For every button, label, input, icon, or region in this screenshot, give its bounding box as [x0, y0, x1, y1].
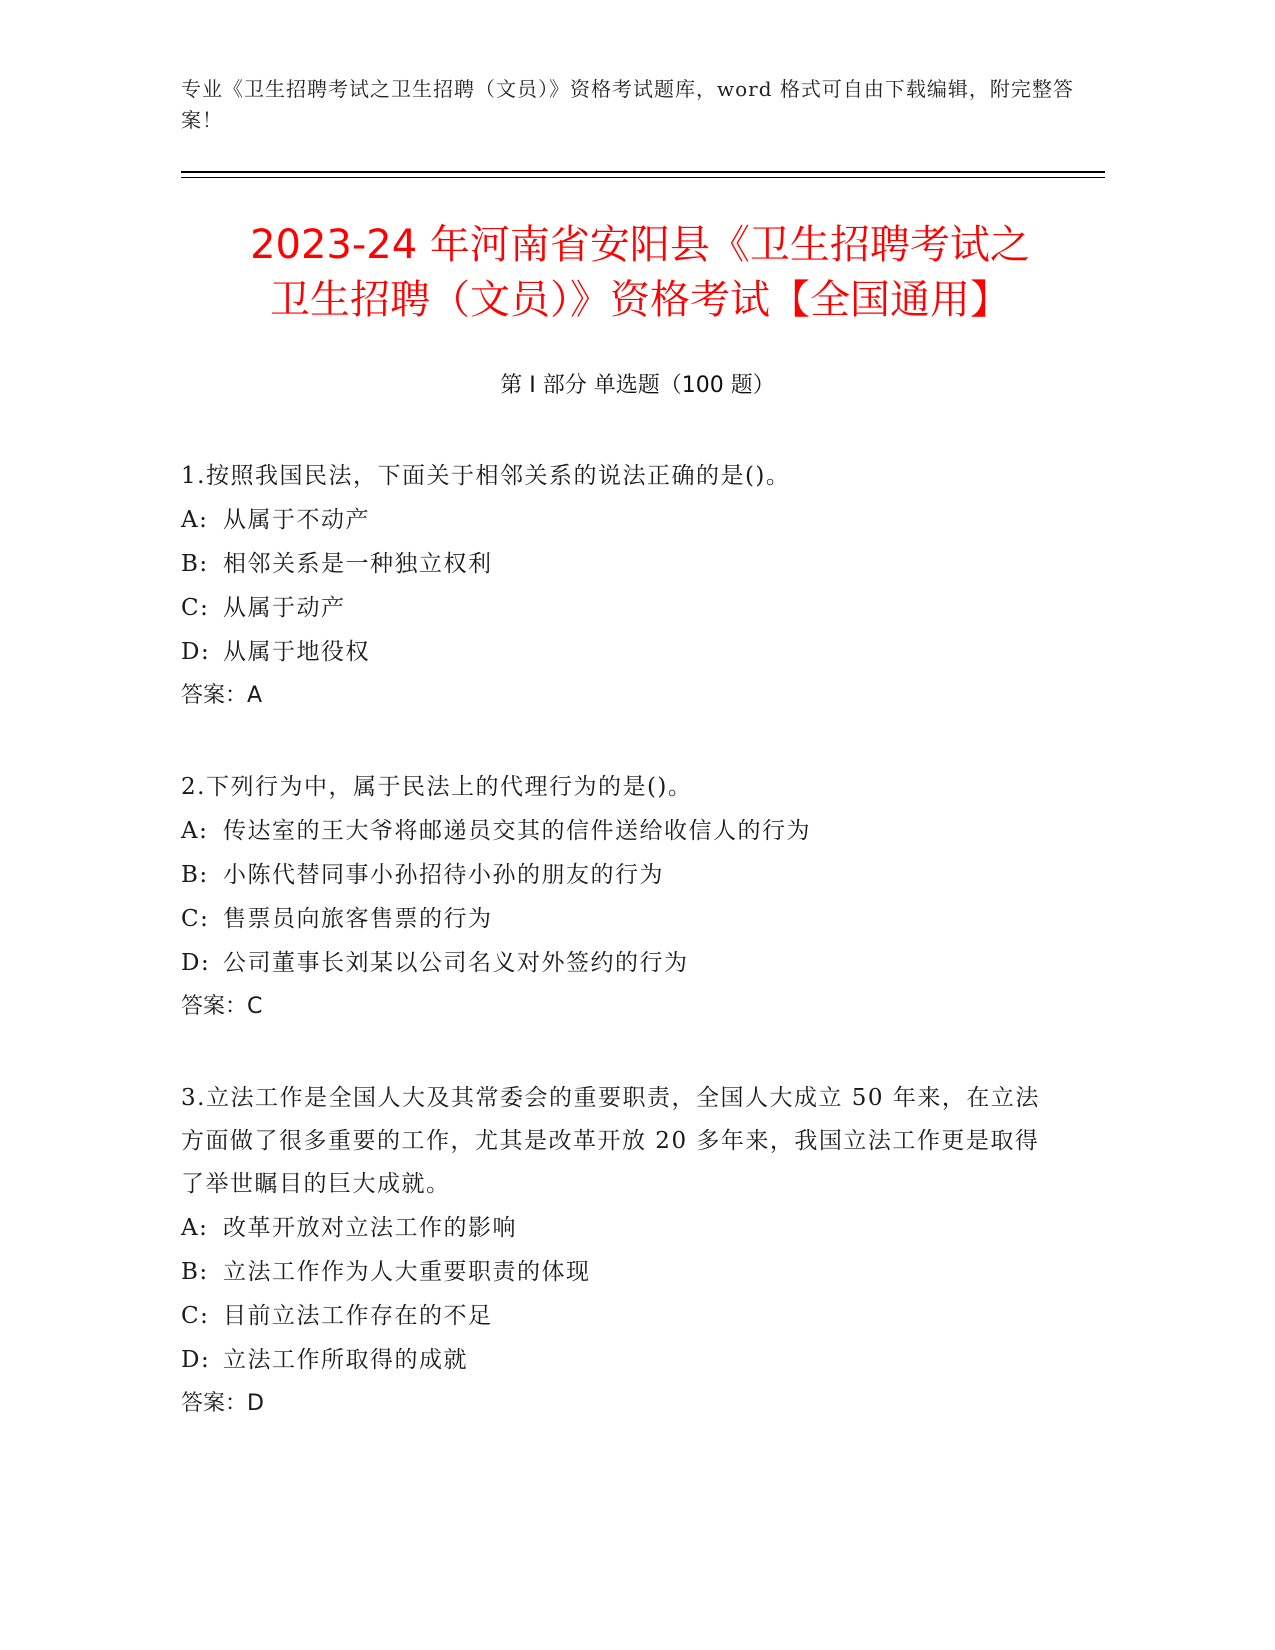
question-stem: 1.按照我国民法，下面关于相邻关系的说法正确的是()。: [181, 463, 791, 489]
document-title-line-1: 2023-24 年河南省安阳县《卫生招聘考试之: [250, 222, 1030, 268]
answer: 答案：D: [181, 1391, 264, 1416]
option-d: [181, 941, 1041, 985]
option-letter: A:: [181, 1215, 209, 1241]
question-2: [181, 766, 1041, 1029]
option-letter: B:: [181, 1259, 209, 1285]
option-text: 公司董事长刘某以公司名义对外签约的行为: [223, 950, 689, 976]
question-list: [181, 455, 1041, 1474]
option-b: [181, 853, 1041, 897]
option-text: 立法工作作为人大重要职责的体现: [223, 1259, 591, 1285]
option-text: 改革开放对立法工作的影响: [223, 1215, 517, 1241]
option-letter: C:: [181, 906, 210, 932]
option-a: [181, 498, 1041, 542]
question-stem: 2.下列行为中，属于民法上的代理行为的是()。: [181, 774, 693, 800]
document-title-line-2: 卫生招聘（文员）》资格考试【全国通用】: [270, 277, 1010, 323]
answer: 答案：A: [181, 683, 263, 708]
option-text: 目前立法工作存在的不足: [223, 1303, 493, 1329]
option-letter: D:: [181, 639, 211, 665]
option-letter: D:: [181, 1347, 211, 1373]
header-note: 专业《卫生招聘考试之卫生招聘（文员）》资格考试题库，word 格式可自由下载编辑，附完整答案！: [181, 77, 1074, 132]
header-divider-thick: [181, 171, 1105, 173]
option-d: [181, 630, 1041, 674]
option-c: [181, 1294, 1041, 1338]
option-letter: B:: [181, 862, 209, 888]
question-3: [181, 1077, 1041, 1426]
header-divider-thin: [181, 177, 1105, 178]
option-c: [181, 897, 1041, 941]
option-letter: A:: [181, 818, 209, 844]
option-d: [181, 1338, 1041, 1382]
option-b: [181, 542, 1041, 586]
answer: 答案：C: [181, 994, 263, 1019]
question-1: [181, 455, 1041, 718]
question-stem: 3.立法工作是全国人大及其常委会的重要职责，全国人大成立 50 年来，在立法方面做了很多重要的工作，尤其是改革开放 20 多年来，我国立法工作更是取得了举世瞩目的巨大成就。: [181, 1085, 1040, 1197]
option-letter: D:: [181, 950, 211, 976]
section-heading: 第 I 部分 单选题（100 题）: [500, 373, 775, 398]
option-text: 相邻关系是一种独立权利: [223, 551, 493, 577]
option-text: 小陈代替同事小孙招待小孙的朋友的行为: [223, 862, 664, 888]
option-letter: B:: [181, 551, 209, 577]
option-c: [181, 586, 1041, 630]
option-text: 售票员向旅客售票的行为: [223, 906, 493, 932]
option-text: 立法工作所取得的成就: [223, 1347, 468, 1373]
option-letter: C:: [181, 1303, 210, 1329]
option-b: [181, 1250, 1041, 1294]
option-text: 从属于不动产: [223, 507, 370, 533]
option-a: [181, 1206, 1041, 1250]
option-text: 从属于动产: [223, 595, 346, 621]
option-letter: A:: [181, 507, 209, 533]
option-letter: C:: [181, 595, 210, 621]
document-title: [140, 218, 1140, 328]
option-text: 传达室的王大爷将邮递员交其的信件送给收信人的行为: [223, 818, 811, 844]
option-a: [181, 809, 1041, 853]
option-text: 从属于地役权: [223, 639, 370, 665]
